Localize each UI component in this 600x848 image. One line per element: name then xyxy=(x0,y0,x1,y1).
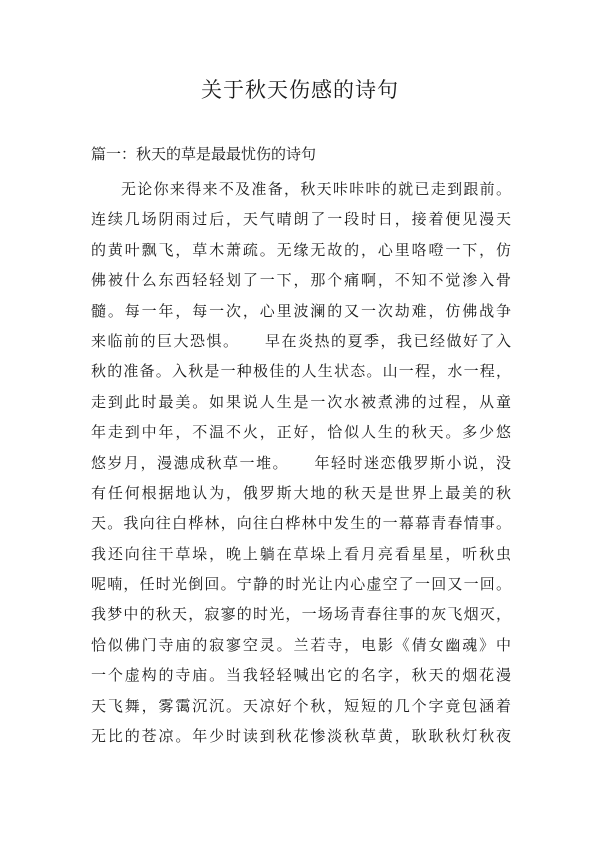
paragraph-line: 年走到中年，不温不火，正好，恰似人生的秋天。多少悠 xyxy=(91,423,511,442)
paragraph-line: 秋的准备。入秋是一种极佳的人生状态。山一程，水一程， xyxy=(91,362,511,381)
paragraph-line: 走到此时最美。如果说人生是一次水被煮沸的过程，从童 xyxy=(91,392,511,411)
document-title: 关于秋天伤感的诗句 xyxy=(201,78,399,102)
section-heading: 篇一：秋天的草是最最忧伤的诗句 xyxy=(91,145,317,163)
paragraph-line: 恰似佛门寺庙的寂寥空灵。兰若寺，电影《倩女幽魂》中 xyxy=(91,635,511,654)
paragraph-line: 有任何根据地认为，俄罗斯大地的秋天是世界上最美的秋 xyxy=(91,483,511,502)
paragraph-line: 无比的苍凉。年少时读到秋花惨淡秋草黄，耿耿秋灯秋夜 xyxy=(91,727,511,746)
paragraph-line: 我还向往干草垛，晚上躺在草垛上看月亮看星星，听秋虫 xyxy=(91,544,511,563)
paragraph-line: 来临前的巨大恐惧。 早在炎热的夏季，我已经做好了入 xyxy=(91,331,511,350)
paragraph-line: 髓。每一年，每一次，心里波澜的又一次劫难，仿佛战争 xyxy=(91,301,511,320)
paragraph-line: 连续几场阴雨过后，天气晴朗了一段时日，接着便见漫天 xyxy=(91,210,511,229)
paragraph-line: 佛被什么东西轻轻划了一下，那个痛啊，不知不觉渗入骨 xyxy=(91,271,511,290)
paragraph-line: 悠岁月，漫漶成秋草一堆。 年轻时迷恋俄罗斯小说，没 xyxy=(91,453,511,472)
paragraph-line: 天。我向往白桦林，向往白桦林中发生的一幕幕青春情事。 xyxy=(91,514,511,533)
body-text xyxy=(91,174,511,751)
paragraph-line: 的黄叶飘飞，草木萧疏。无缘无故的，心里咯噔一下，仿 xyxy=(91,240,511,259)
paragraph-line: 呢喃，任时光倒回。宁静的时光让内心虚空了一回又一回。 xyxy=(91,575,511,594)
paragraph-line: 我梦中的秋天，寂寥的时光，一场场青春往事的灰飞烟灭， xyxy=(91,605,511,624)
paragraph-line: 一个虚构的寺庙。当我轻轻喊出它的名字，秋天的烟花漫 xyxy=(91,666,511,685)
paragraph-line: 天飞舞，雾霭沉沉。天凉好个秋，短短的几个字竟包涵着 xyxy=(91,696,511,715)
paragraph-line: 无论你来得来不及准备，秋天咔咔咔的就已走到跟前。 xyxy=(121,180,511,198)
